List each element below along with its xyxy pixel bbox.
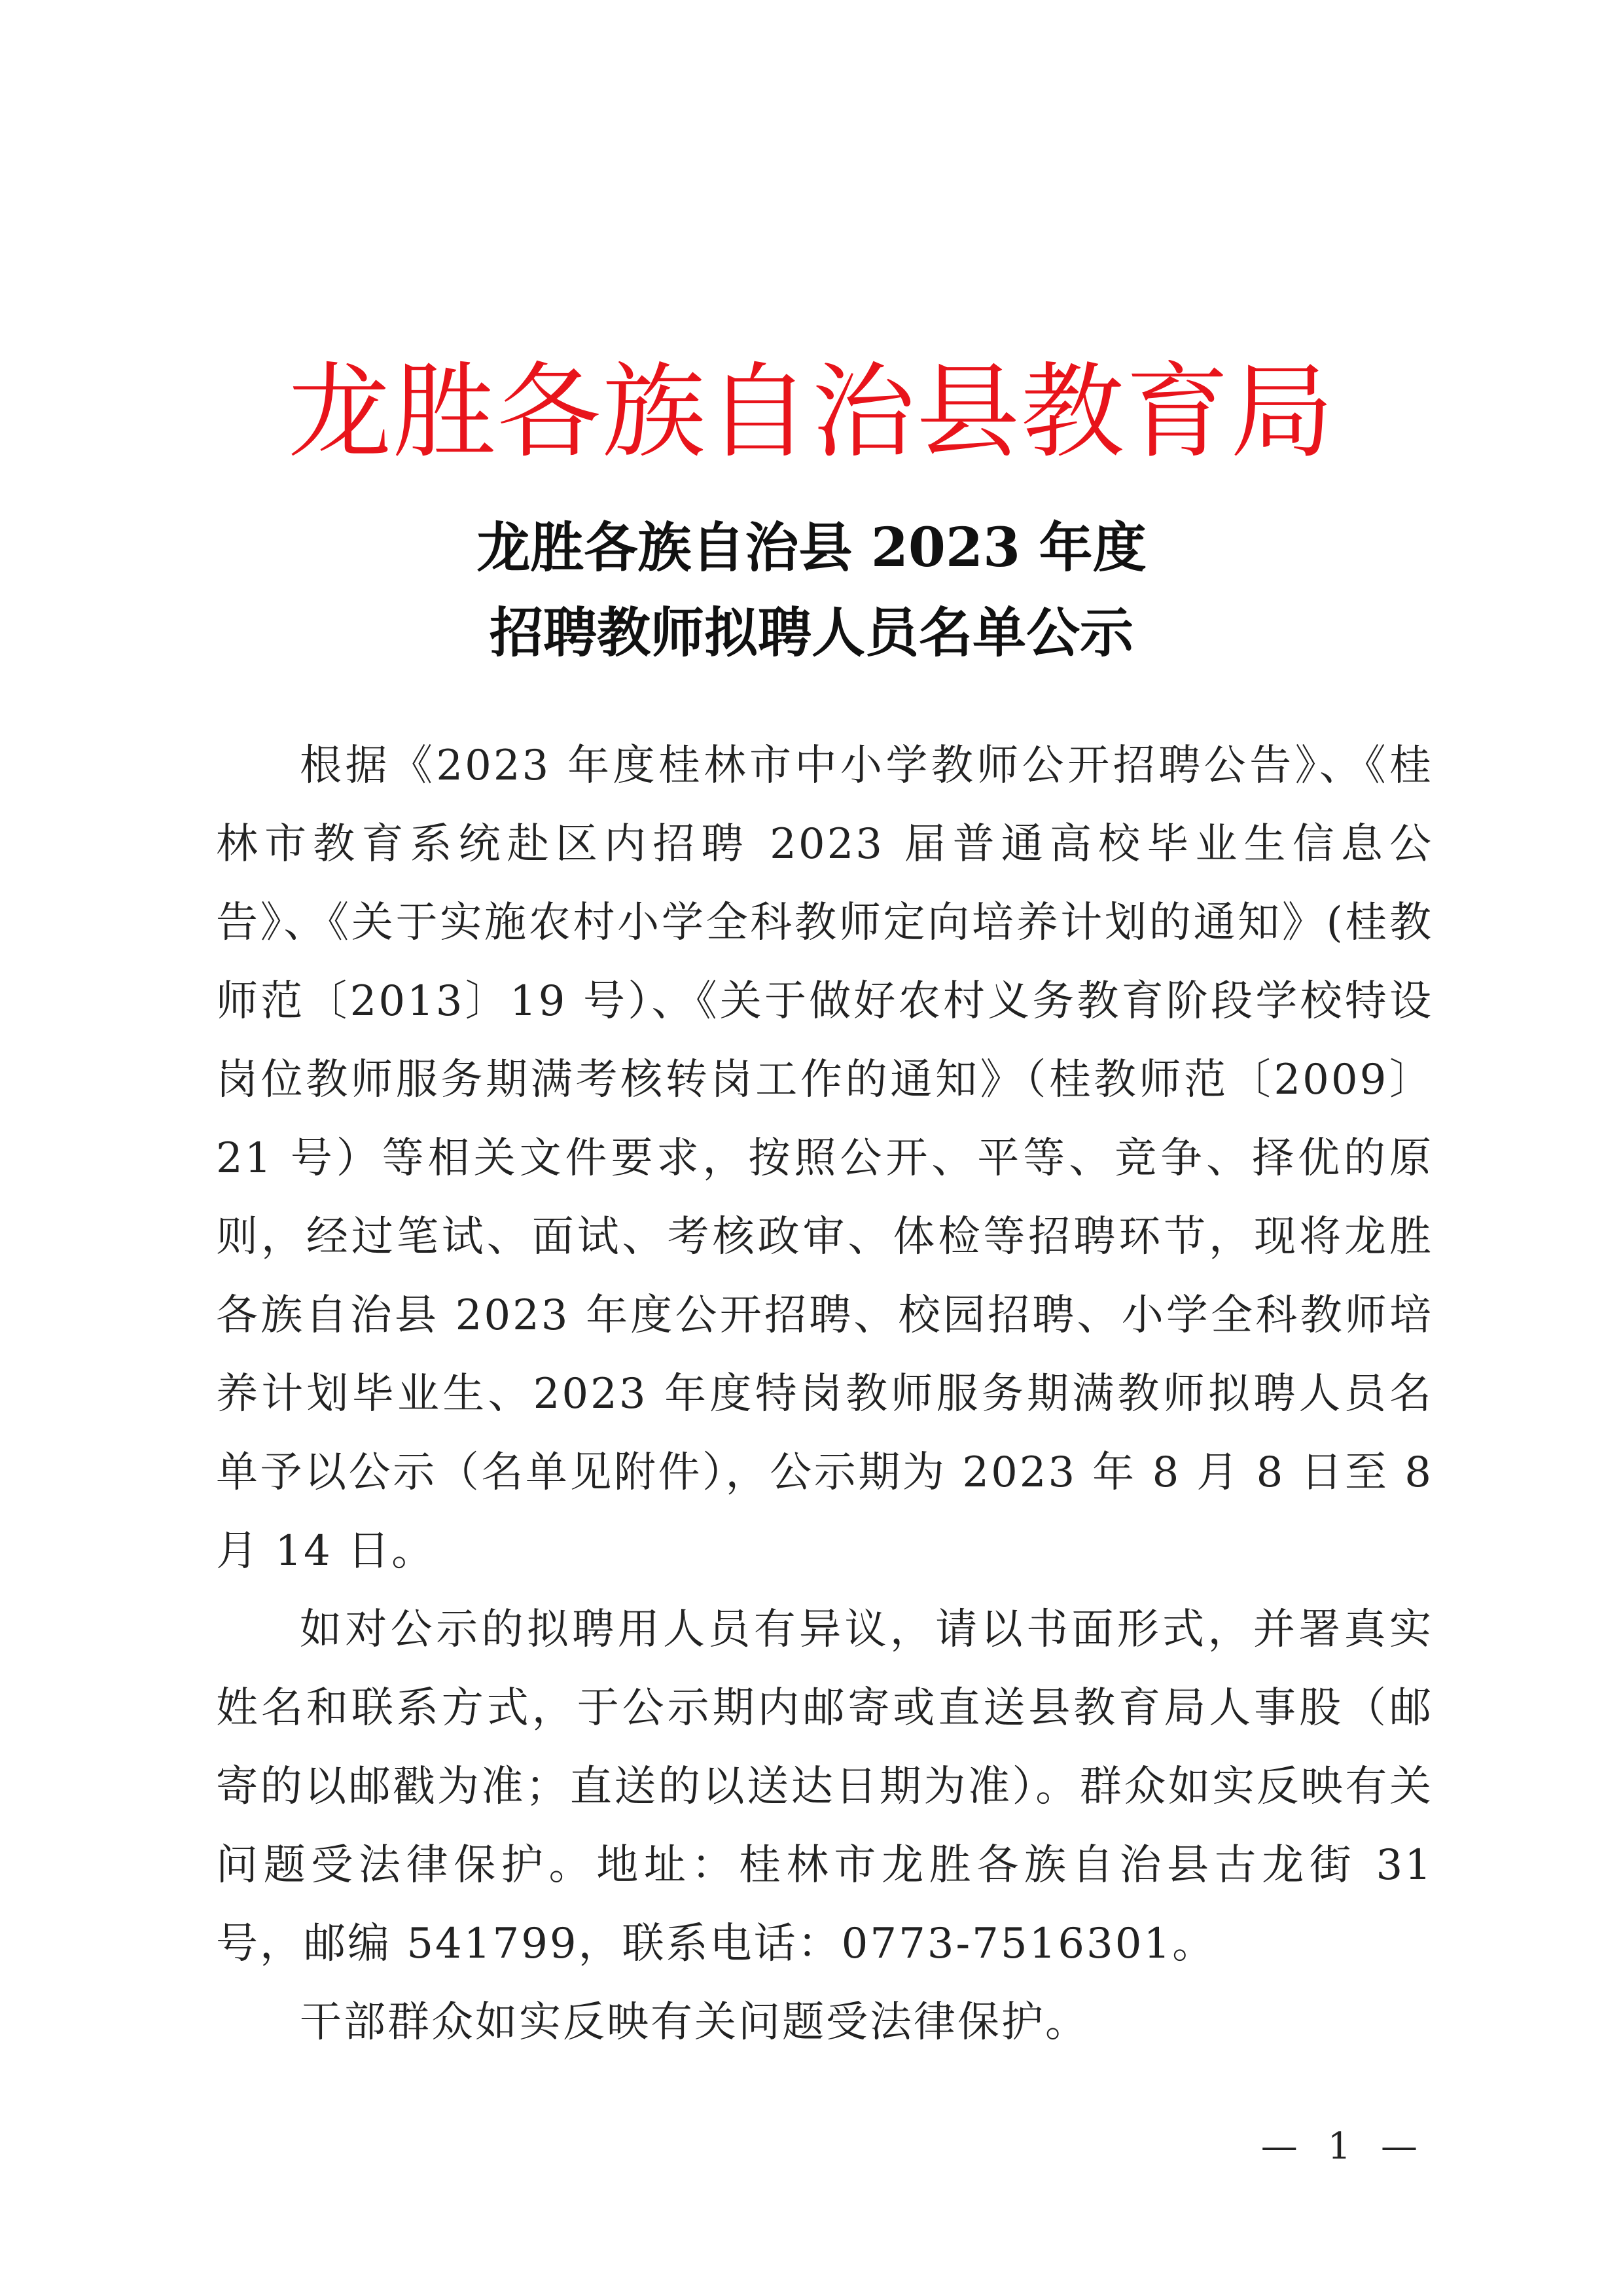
body-paragraph-2: 如对公示的拟聘用人员有异议，请以书面形式，并署真实姓名和联系方式，于公示期内邮寄或直送县教育局人事股（邮寄的以邮戳为准；直送的以送达日期为准）。群众如实反映有关问题受法律保护。地址：桂林市龙胜各族自治县古龙街 31 号，邮编 541799，联系电话：0773-7516301。	[216, 1605, 1433, 1968]
document-body	[216, 726, 1433, 2062]
document-title-line-1: 龙胜各族自治县 2023 年度	[476, 516, 1147, 579]
body-paragraph-3: 干部群众如实反映有关问题受法律保护。	[300, 1998, 1089, 2047]
page-number: — 1 —	[1260, 2125, 1427, 2168]
document-title-line-2: 招聘教师拟聘人员名单公示	[489, 601, 1133, 664]
body-paragraph-1: 根据《2023 年度桂林市中小学教师公开招聘公告》、《桂林市教育系统赴区内招聘 2023 届普通高校毕业生信息公告》、《关于实施农村小学全科教师定向培养计划的通知》(桂教师范〔2013〕19 号）、《关于做好农村义务教育阶段学校特设岗位教师服务期满考核转岗工作的通知》（桂教师范〔2009〕21 号）等相关文件要求，按照公开、平等、竞争、择优的原则，经过笔试、面试、考核政审、体检等招聘环节，现将龙胜各族自治县 2023 年度公开招聘、校园招聘、小学全科教师培养计划毕业生、2023 年度特岗教师服务期满教师拟聘人员名单予以公示（名单见附件），公示期为 2023 年 8 月 8 日至 8 月 14 日。	[216, 742, 1433, 1575]
masthead-title: 龙胜各族自治县教育局	[288, 352, 1335, 473]
